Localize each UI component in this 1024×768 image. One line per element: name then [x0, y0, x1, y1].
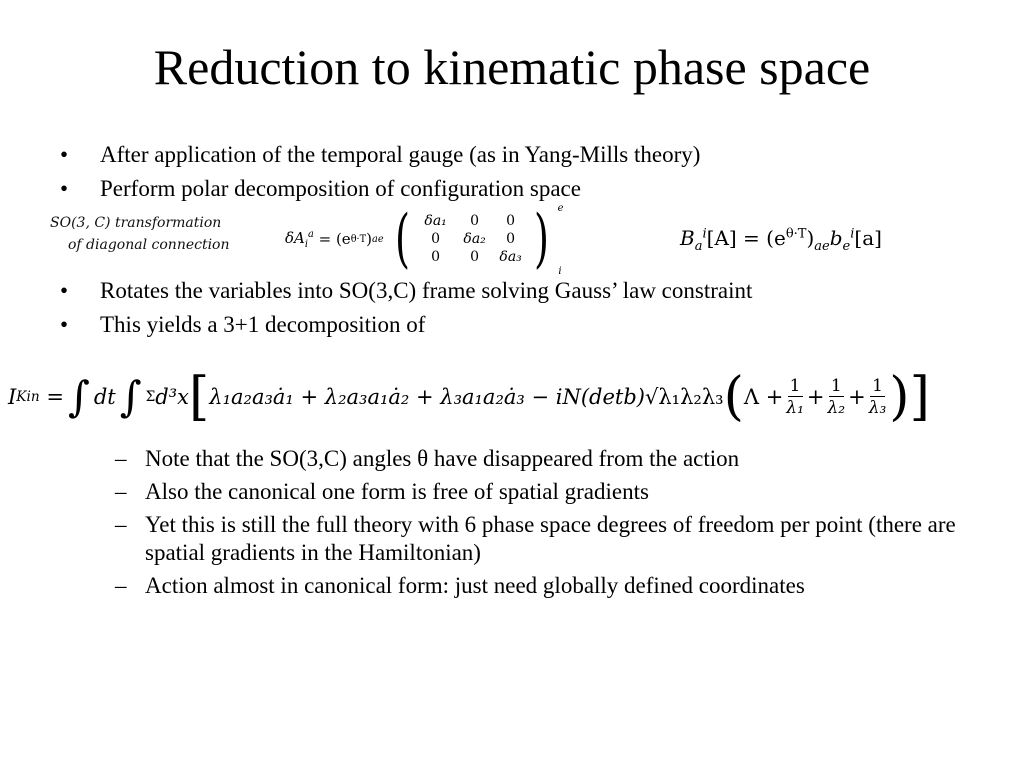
delta-exponent: θ·T: [350, 233, 367, 245]
action-sqrt: √λ₁λ₂λ₃: [644, 385, 724, 409]
action-lhs-sub: Kin: [16, 389, 40, 405]
transformation-caption: [50, 212, 230, 256]
kinematic-action-equation: I Kin = ∫ dt ∫ Σ d³x [ λ₁a₂a₃ȧ₁ + λ₂a₃a₁ȧ₂ + λ₃a₁a₂ȧ₃ − iN(detb) √λ₁λ₂λ₃ ( Λ + $\frac{1}{\text{λ₁}}$ + $\frac{1}{\text{λ₂}}$ + $\frac{1}{\text{λ₃}}$ )]: [8, 367, 930, 427]
sub-bullet-list: [115, 445, 995, 605]
slide-title: Reduction to kinematic phase space: [153, 39, 871, 95]
delta-connection-equation: $\delta A_i^a$ = (e θ·T ) ae ( δa₁ 0 0 0 δa₂ 0 0 0 δa₃ ) e i: [285, 202, 564, 277]
matrix-cell: δa₂: [463, 231, 486, 247]
b-field-index: ae: [814, 239, 830, 254]
action-sigma: Σ: [145, 389, 156, 405]
action-d3x: d³x: [155, 385, 189, 409]
action-lhs: I: [8, 385, 17, 409]
matrix-upper-index: e: [557, 203, 564, 214]
b-field-symbol: B: [680, 226, 695, 250]
bullet-item: • This yields a 3+1 decomposition of: [60, 308, 1000, 342]
bullet-item: • Perform polar decomposition of configuration space: [60, 172, 1000, 206]
matrix-cell: δa₃: [499, 249, 522, 265]
fraction: $\frac{1}{\text{λ₂}}$: [827, 375, 846, 418]
b-field-equation: $B_a^i[A] = (e^{\theta\cdot T})_{ae}b_e^i[a]$: [680, 226, 882, 254]
matrix-cell: 0: [506, 231, 516, 247]
bullet-list-top: [60, 138, 1000, 206]
b-field-b: b: [829, 226, 843, 250]
bullet-item: • After application of the temporal gauge (as in Yang-Mills theory): [60, 138, 1000, 172]
matrix-cell: 0: [431, 249, 441, 265]
delta-close: ): [366, 230, 373, 248]
caption-line: SO(3, C) transformation: [50, 215, 222, 231]
matrix-lower-index: i: [558, 266, 562, 277]
sub-bullet-item: – Action almost in canonical form: just need globally defined coordinates: [115, 572, 995, 600]
b-field-exponent: θ·T: [785, 226, 807, 242]
b-field-tail: [a]: [854, 226, 882, 250]
bullet-item: • Rotates the variables into SO(3,C) frame solving Gauss’ law constraint: [60, 274, 1000, 308]
sub-bullet-item: – Yet this is still the full theory with 6 phase space degrees of freedom per point (there are spatial gradients in the Hamiltonian): [115, 511, 995, 567]
action-eq: =: [46, 385, 64, 409]
sub-bullet-item: – Also the canonical one form is free of spatial gradients: [115, 478, 995, 506]
sub-bullet-item: – Note that the SO(3,C) angles θ have disappeared from the action: [115, 445, 995, 473]
fraction: $\frac{1}{\text{λ₁}}$: [786, 375, 804, 418]
bullet-list-bottom: [60, 274, 1000, 342]
delta-lhs: δA: [285, 228, 305, 247]
action-terms: λ₁a₂a₃ȧ₁ + λ₂a₃a₁ȧ₂ + λ₃a₁a₂ȧ₃ − iN(detb): [209, 385, 645, 409]
caption-line: of diagonal connection: [68, 237, 230, 253]
diagonal-matrix: ( δa₁ 0 0 0 δa₂ 0 0 0 δa₃ ) e i: [394, 202, 564, 277]
delta-index: ae: [372, 233, 384, 245]
fraction: $\frac{1}{\text{λ₃}}$: [868, 375, 887, 418]
matrix-cell: 0: [506, 213, 516, 229]
b-field-rhs: [A] = (e: [706, 226, 786, 250]
matrix-cell: 0: [470, 249, 480, 265]
matrix-cell: 0: [470, 213, 480, 229]
matrix-cell: 0: [431, 231, 441, 247]
delta-eq: = (e: [318, 230, 351, 248]
action-dt: dt: [93, 385, 116, 409]
action-lambda: Λ +: [743, 385, 784, 409]
matrix-cell: δa₁: [424, 213, 447, 229]
